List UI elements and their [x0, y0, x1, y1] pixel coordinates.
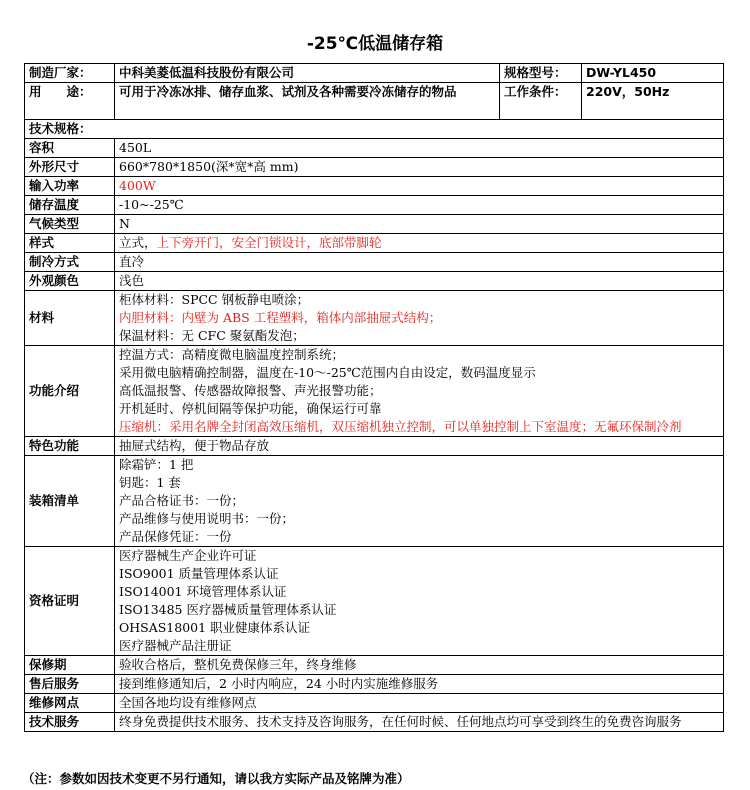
- packing-line: 除霜铲：1 把: [119, 457, 194, 472]
- spec-value: [115, 346, 724, 437]
- spec-row-feature: [25, 437, 724, 456]
- condition-label: 工作条件：: [500, 83, 582, 120]
- cert-line: 医疗器械产品注册证: [119, 638, 232, 653]
- packing-line: 产品维修与使用说明书：一份；: [119, 511, 295, 526]
- manufacturer-value: 中科美菱低温科技股份有限公司: [115, 64, 500, 83]
- material-line: 柜体材料：SPCC 钢板静电喷涂；: [119, 292, 310, 307]
- spec-label: 装箱清单: [25, 456, 115, 547]
- spec-label: 样式: [25, 234, 115, 253]
- cert-line: OHSAS18001 职业健康体系认证: [119, 620, 311, 635]
- cert-line: ISO13485 医疗器械质量管理体系认证: [119, 602, 337, 617]
- spec-row-packing: [25, 456, 724, 547]
- spec-label: 材料: [25, 291, 115, 346]
- spec-value: 全国各地均设有维修网点: [115, 694, 724, 713]
- spec-label: 输入功率: [25, 177, 115, 196]
- style-value-red: 上下旁开门，安全门锁设计，底部带脚轮: [156, 235, 382, 250]
- cert-line: ISO9001 质量管理体系认证: [119, 566, 279, 581]
- spec-value: [115, 547, 724, 656]
- manufacturer-row: [25, 64, 724, 83]
- model-label: 规格型号：: [500, 64, 582, 83]
- packing-line: 产品保修凭证：一份: [119, 529, 232, 544]
- model-value: DW-YL450: [582, 64, 724, 83]
- function-line: 开机延时、停机间隔等保护功能，确保运行可靠: [119, 401, 382, 416]
- document-title: -25℃低温储存箱: [306, 34, 444, 54]
- spec-row-function: [25, 346, 724, 437]
- spec-row-temperature: [25, 196, 724, 215]
- spec-value: 450L: [115, 139, 724, 158]
- style-value-black: 立式，: [119, 235, 157, 250]
- spec-label: 容积: [25, 139, 115, 158]
- usage-row: [25, 83, 724, 120]
- spec-row-service-network: [25, 694, 724, 713]
- material-line: 内胆材料：内壁为 ABS 工程塑料，箱体内部抽屉式结构；: [119, 310, 442, 325]
- spec-label: 外形尺寸: [25, 158, 115, 177]
- spec-row-after-sales: [25, 675, 724, 694]
- spec-value: 终身免费提供技术服务、技术支持及咨询服务，在任何时候、任何地点均可享受到终生的免费咨询服务: [115, 713, 724, 732]
- spec-value: 直冷: [115, 253, 724, 272]
- footnote: （注：参数如因技术变更不另行通知，请以我方实际产品及铭牌为准）: [22, 771, 410, 786]
- spec-label: 保修期: [25, 656, 115, 675]
- function-line: 控温方式：高精度微电脑温度控制系统；: [119, 347, 345, 362]
- spec-value: [115, 456, 724, 547]
- spec-label: 储存温度: [25, 196, 115, 215]
- spec-label: 外观颜色: [25, 272, 115, 291]
- usage-label: 用 途：: [25, 83, 115, 120]
- spec-row-volume: [25, 139, 724, 158]
- spec-section-label: 技术规格：: [25, 120, 724, 139]
- spec-row-cooling: [25, 253, 724, 272]
- cert-line: 医疗器械生产企业许可证: [119, 548, 257, 563]
- spec-label: 维修网点: [25, 694, 115, 713]
- spec-value: N: [115, 215, 724, 234]
- spec-table: [24, 63, 724, 732]
- spec-label: 技术服务: [25, 713, 115, 732]
- function-line: 压缩机：采用名牌全封闭高效压缩机，双压缩机独立控制，可以单独控制上下室温度；无氟环保制冷剂: [119, 419, 682, 434]
- spec-label: 特色功能: [25, 437, 115, 456]
- spec-section-row: [25, 120, 724, 139]
- spec-label: 制冷方式: [25, 253, 115, 272]
- usage-value: 可用于冷冻冰排、储存血浆、试剂及各种需要冷冻储存的物品: [115, 83, 500, 120]
- spec-row-style: [25, 234, 724, 253]
- spec-value: -10~-25℃: [115, 196, 724, 215]
- spec-value: [115, 234, 724, 253]
- spec-label: 功能介绍: [25, 346, 115, 437]
- spec-row-tech-service: [25, 713, 724, 732]
- packing-line: 产品合格证书：一份；: [119, 493, 245, 508]
- spec-row-color: [25, 272, 724, 291]
- material-line: 保温材料：无 CFC 聚氨酯发泡；: [119, 328, 305, 343]
- spec-row-dimensions: [25, 158, 724, 177]
- spec-value: 660*780*1850(深*宽*高 mm): [115, 158, 724, 177]
- spec-label: 售后服务: [25, 675, 115, 694]
- spec-row-power: [25, 177, 724, 196]
- spec-value: 400W: [115, 177, 724, 196]
- spec-row-warranty: [25, 656, 724, 675]
- manufacturer-label: 制造厂家：: [25, 64, 115, 83]
- spec-value: 抽屉式结构，便于物品存放: [115, 437, 724, 456]
- spec-value: [115, 291, 724, 346]
- spec-value: 接到维修通知后，2 小时内响应，24 小时内实施维修服务: [115, 675, 724, 694]
- condition-value: 220V，50Hz: [582, 83, 724, 120]
- spec-label: 资格证明: [25, 547, 115, 656]
- spec-label: 气候类型: [25, 215, 115, 234]
- spec-value: 浅色: [115, 272, 724, 291]
- spec-row-climate: [25, 215, 724, 234]
- function-line: 采用微电脑精确控制器，温度在-10～-25℃范围内自由设定，数码温度显示: [119, 365, 536, 380]
- spec-value: 验收合格后，整机免费保修三年，终身维修: [115, 656, 724, 675]
- spec-row-certs: [25, 547, 724, 656]
- packing-line: 钥匙：1 套: [119, 475, 181, 490]
- function-line: 高低温报警、传感器故障报警、声光报警功能；: [119, 383, 382, 398]
- spec-row-material: [25, 291, 724, 346]
- cert-line: ISO14001 环境管理体系认证: [119, 584, 287, 599]
